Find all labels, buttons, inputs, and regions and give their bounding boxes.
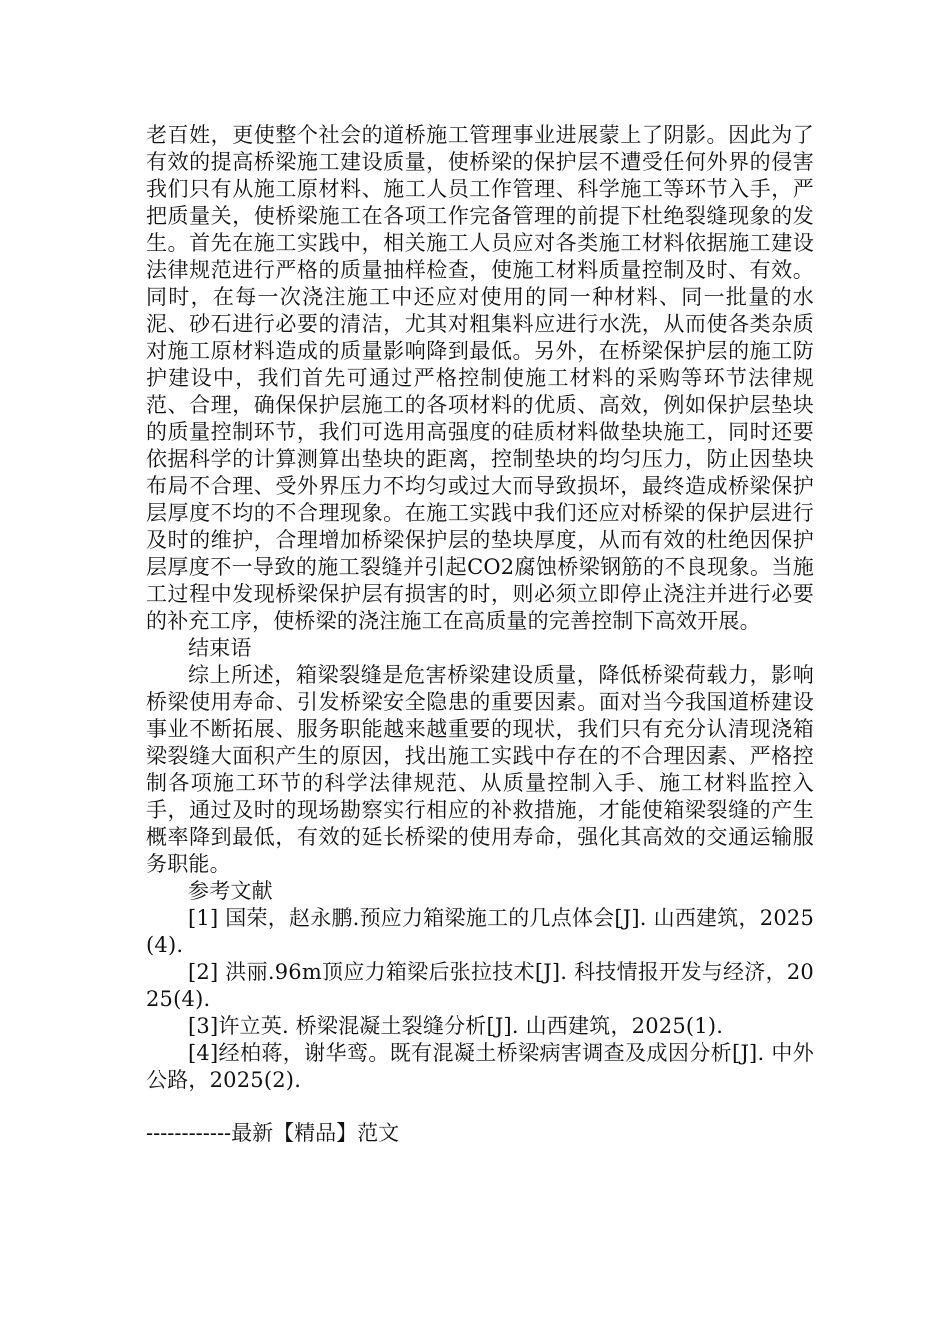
document-body <box>146 122 814 1094</box>
conclusion-heading: 结束语 <box>188 636 252 660</box>
reference-item-1: [1] 国荣，赵永鹏.预应力箱梁施工的几点体会[J]. 山西建筑，2025(4). <box>146 906 814 957</box>
conclusion-paragraph: 综上所述，箱梁裂缝是危害桥梁建设质量，降低桥梁荷载力，影响桥梁使用寿命、引发桥梁安全隐患的重要因素。面对当今我国道桥建设事业不断拓展、服务职能越来越重要的现状，我们只有充分认清现浇箱梁裂缝大面积产生的原因，找出施工实践中存在的不合理因素、严格控制各项施工环节的科学法律规范、从质量控制入手、施工材料监控入手，通过及时的现场勘察实行相应的补救措施，才能使箱梁裂缝的产生概率降到最低，有效的延长桥梁的使用寿命，强化其高效的交通运输服务职能。 <box>146 663 814 876</box>
body-paragraph: 老百姓，更使整个社会的道桥施工管理事业进展蒙上了阴影。因此为了有效的提高桥梁施工建设质量，使桥梁的保护层不遭受任何外界的侵害我们只有从施工原材料、施工人员工作管理、科学施工等环节入手，严把质量关，使桥梁施工在各项工作完备管理的前提下杜绝裂缝现象的发生。首先在施工实践中，相关施工人员应对各类施工材料依据施工建设法律规范进行严格的质量抽样检查，使施工材料质量控制及时、有效。同时，在每一次浇注施工中还应对使用的同一种材料、同一批量的水泥、砂石进行必要的清洁，尤其对粗集料应进行水洗，从而使各类杂质对施工原材料造成的质量影响降到最低。另外，在桥梁保护层的施工防护建设中，我们首先可通过严格控制使施工材料的采购等环节法律规范、合理，确保保护层施工的各项材料的优质、高效，例如保护层垫块的质量控制环节，我们可选用高强度的硅质材料做垫块施工，同时还要依据科学的计算测算出垫块的距离，控制垫块的均匀压力，防止因垫块布局不合理、受外界压力不均匀或过大而导致损坏，最终造成桥梁保护层厚度不均的不合理现象。在施工实践中我们还应对桥梁的保护层进行及时的维护，合理增加桥梁保护层的垫块厚度，从而有效的杜绝因保护层厚度不一导致的施工裂缝并引起CO2腐蚀桥梁钢筋的不良现象。当施工过程中发现桥梁保护层有损害的时，则必须立即停止浇注并进行必要的补充工序，使桥梁的浇注施工在高质量的完善控制下高效开展。 <box>146 123 814 633</box>
footer-text: ------------最新【精品】范文 <box>146 1121 400 1145</box>
references-heading: 参考文献 <box>188 879 273 903</box>
reference-item-2: [2] 洪丽.96m顶应力箱梁后张拉技术[J]. 科技情报开发与经济，2025(4). <box>146 960 814 1011</box>
reference-item-3: [3]许立英. 桥梁混凝土裂缝分析[J]. 山西建筑，2025(1). <box>188 1014 724 1038</box>
reference-item-4: [4]经柏蒋，谢华鸾。既有混凝土桥梁病害调查及成因分析[J]. 中外公路，2025(2). <box>146 1041 814 1092</box>
